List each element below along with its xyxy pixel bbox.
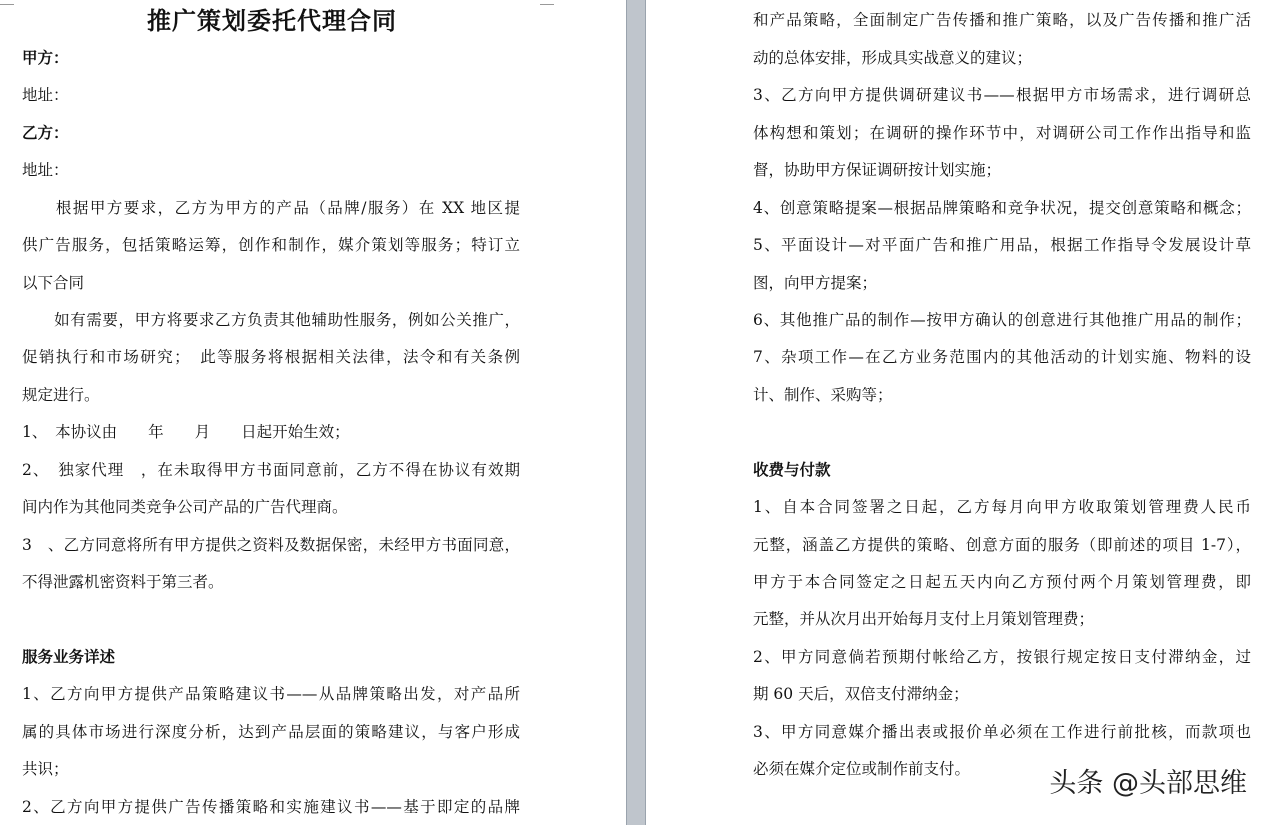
- clause-line: 期 60 天后，双倍支付滞纳金；: [753, 685, 969, 703]
- clause-line: 2、甲方同意倘若预期付帐给乙方，按银行规定按日支付滞纳金，过: [753, 648, 1251, 666]
- clause-line: 4、创意策略提案—根据品牌策略和竞争状况，提交创意策略和概念；: [753, 199, 1251, 217]
- section-heading: 服务业务详述: [22, 647, 116, 666]
- clause-line: 间内作为其他同类竞争公司产品的广告代理商。: [22, 498, 348, 516]
- clause-line: 3、甲方同意媒介播出表或报价单必须在工作进行前批核，而款项也: [753, 723, 1251, 741]
- paragraph-line: 如有需要，甲方将要求乙方负责其他辅助性服务，例如公关推广，: [22, 311, 520, 329]
- clause-line: 元整，并从次月出开始每月支付上月策划管理费；: [753, 610, 1095, 628]
- clause-line: 7、杂项工作—在乙方业务范围内的其他活动的计划实施、物料的设: [753, 348, 1251, 366]
- paragraph-line: 以下合同: [22, 274, 85, 292]
- clause-line: 体构想和策划；在调研的操作环节中，对调研公司工作作出指导和监: [753, 124, 1251, 142]
- clause-line: 3、乙方向甲方提供调研建议书——根据甲方市场需求，进行调研总: [753, 86, 1251, 104]
- document-page-right: [646, 0, 1271, 825]
- clause-line: 图，向甲方提案；: [753, 274, 878, 292]
- clause-line: 3 、乙方同意将所有甲方提供之资料及数据保密，未经甲方书面同意，: [22, 536, 520, 554]
- clause-line: 和产品策略，全面制定广告传播和推广策略，以及广告传播和推广活: [753, 11, 1251, 29]
- clause-line: 督，协助甲方保证调研按计划实施；: [753, 161, 1002, 179]
- clause-line: 5、平面设计—对平面广告和推广用品，根据工作指导令发展设计草: [753, 236, 1251, 254]
- clause-line: 2、乙方向甲方提供广告传播策略和实施建议书——基于即定的品牌: [22, 798, 520, 816]
- clause-line: 不得泄露机密资料于第三者。: [22, 573, 224, 591]
- clause-line: 共识；: [22, 760, 69, 778]
- clause-line: 1、自本合同签署之日起，乙方每月向甲方收取策划管理费人民币: [753, 498, 1251, 516]
- clause-line: 计、制作、采购等；: [753, 386, 893, 404]
- clause-line: 1、 本协议由 年 月 日起开始生效；: [22, 423, 350, 441]
- section-heading: 收费与付款: [753, 460, 831, 479]
- clause-line: 6、其他推广品的制作—按甲方确认的创意进行其他推广用品的制作；: [753, 311, 1251, 329]
- clause-line: 甲方于本合同签定之日起五天内向乙方预付两个月策划管理费，即: [753, 573, 1251, 591]
- paragraph-line: 促销执行和市场研究； 此等服务将根据相关法律，法令和有关条例: [22, 348, 520, 366]
- clause-line: 属的具体市场进行深度分析，达到产品层面的策略建议，与客户形成: [22, 723, 520, 741]
- party-b-address: 地址：: [22, 161, 69, 179]
- clause-line: 动的总体安排，形成具实战意义的建议；: [753, 49, 1033, 67]
- paragraph-line: 根据甲方要求，乙方为甲方的产品（品牌/服务）在 XX 地区提: [22, 199, 520, 217]
- paragraph-line: 规定进行。: [22, 386, 100, 404]
- party-a-label: 甲方：: [22, 48, 69, 67]
- clause-line: 元整，涵盖乙方提供的策略、创意方面的服务（即前述的项目 1-7），: [753, 536, 1251, 554]
- document-page-left: [0, 0, 626, 825]
- document-title: 推广策划委托代理合同: [147, 6, 397, 35]
- clause-line: 2、 独家代理 ，在未取得甲方书面同意前，乙方不得在协议有效期: [22, 461, 520, 479]
- party-b-label: 乙方：: [22, 123, 69, 142]
- watermark-text: 头条 @头部思维: [1049, 768, 1247, 799]
- paragraph-line: 供广告服务，包括策略运筹，创作和制作，媒介策划等服务；特订立: [22, 236, 520, 254]
- party-a-address: 地址：: [22, 86, 69, 104]
- clause-line: 1、乙方向甲方提供产品策略建议书——从品牌策略出发，对产品所: [22, 685, 520, 703]
- page-gutter: [626, 0, 646, 825]
- clause-line: 必须在媒介定位或制作前支付。: [753, 760, 971, 778]
